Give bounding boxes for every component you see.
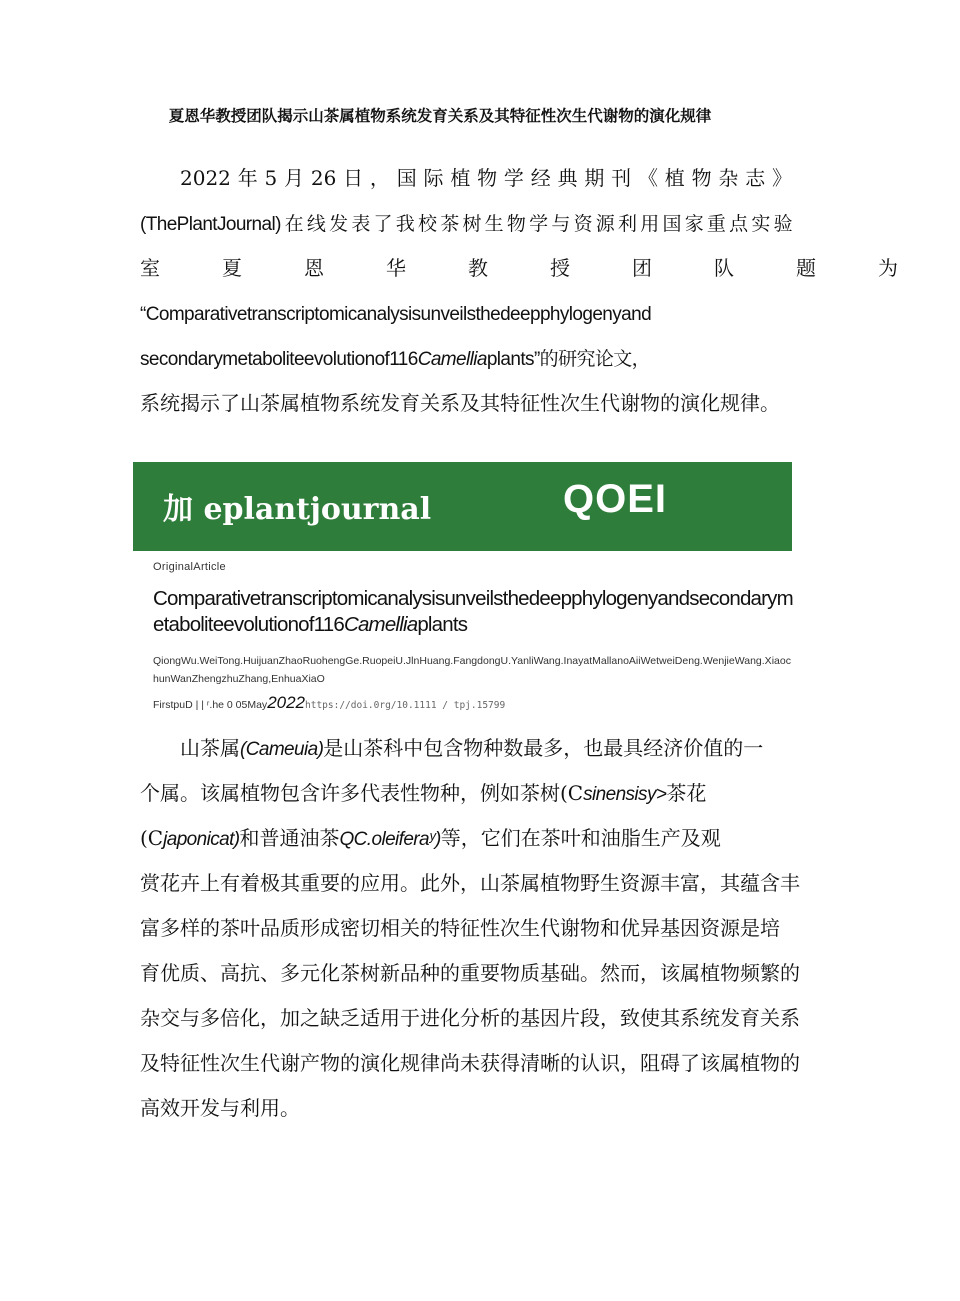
body-line-6: 育优质、高抗、多元化茶树新品种的重要物质基础。然而，该属植物频繁的 bbox=[140, 961, 800, 985]
article-title: Comparativetranscriptomicanalysisunveilsthedeepphylogenyandsecondarymetaboliteevolutionof116Camelliaplants bbox=[153, 587, 793, 636]
journal-banner bbox=[133, 462, 792, 551]
doi-link[interactable]: https://doi.0rg/10.1111 / tpj.15799 bbox=[305, 700, 506, 711]
intro-line-2: (ThePlantJournal)在线发表了我校茶树生物学与资源利用国家重点实验 bbox=[140, 214, 792, 235]
intro-line-6: 系统揭示了山茶属植物系统发育关系及其特征性次生代谢物的演化规律。 bbox=[140, 391, 780, 415]
body-line-3: (Cjaponicat)和普通油茶QC.oleiferaʸ)等，它们在茶叶和油脂生产及观 bbox=[140, 826, 721, 850]
body-line-9: 高效开发与利用。 bbox=[140, 1096, 300, 1120]
journal-logo: 加 eplantjournal bbox=[163, 492, 432, 527]
journal-code: QOEI bbox=[563, 477, 668, 521]
document-title: 夏恩华教授团队揭示山茶属植物系统发育关系及其特征性次生代谢物的演化规律 bbox=[168, 107, 712, 125]
intro-paragraph bbox=[140, 156, 960, 426]
body-paragraph bbox=[140, 726, 800, 1131]
body-line-1: 山茶属(Cameuia)是山茶科中包含物种数最多，也最具经济价值的一 bbox=[180, 736, 764, 760]
article-authors: QiongWu.WeiTong.HuijuanZhaoRuohengGe.RuopeiU.JlnHuang.FangdongU.YanliWang.InayatMallanoAiiWetweiDeng.WenjieWang.XiaochunWanZhengzhuZhang,EnhuaXiaO bbox=[153, 655, 791, 685]
intro-line-5: secondarymetaboliteevolutionof116Camelliaplants”的研究论文， bbox=[140, 349, 651, 370]
body-line-4: 赏花卉上有着极其重要的应用。此外，山茶属植物野生资源丰富，其蕴含丰 bbox=[140, 871, 800, 895]
pub-date: FirstpuD | | ʳ.he 0 05May bbox=[153, 699, 268, 711]
pub-year: 2022 bbox=[267, 693, 306, 712]
publication-info bbox=[153, 693, 793, 713]
intro-line-1: 2022年5月26日，国际植物学经典期刊《植物杂志》 bbox=[180, 166, 792, 190]
body-line-2: 个属。该属植物包含许多代表性物种，例如茶树(Csinensisy>茶花 bbox=[140, 781, 707, 805]
article-type: OriginalArticle bbox=[153, 561, 226, 573]
body-line-7: 杂交与多倍化，加之缺乏适用于进化分析的基因片段，致使其系统发育关系 bbox=[140, 1006, 800, 1030]
intro-line-3: 室夏恩华教授团队题为 bbox=[140, 256, 960, 280]
body-line-8: 及特征性次生代谢产物的演化规律尚未获得清晰的认识，阻碍了该属植物的 bbox=[140, 1051, 800, 1075]
intro-line-4: “Comparativetranscriptomicanalysisunveilsthedeepphylogenyand bbox=[140, 304, 652, 325]
body-line-5: 富多样的茶叶品质形成密切相关的特征性次生代谢物和优异基因资源是培 bbox=[140, 916, 780, 940]
